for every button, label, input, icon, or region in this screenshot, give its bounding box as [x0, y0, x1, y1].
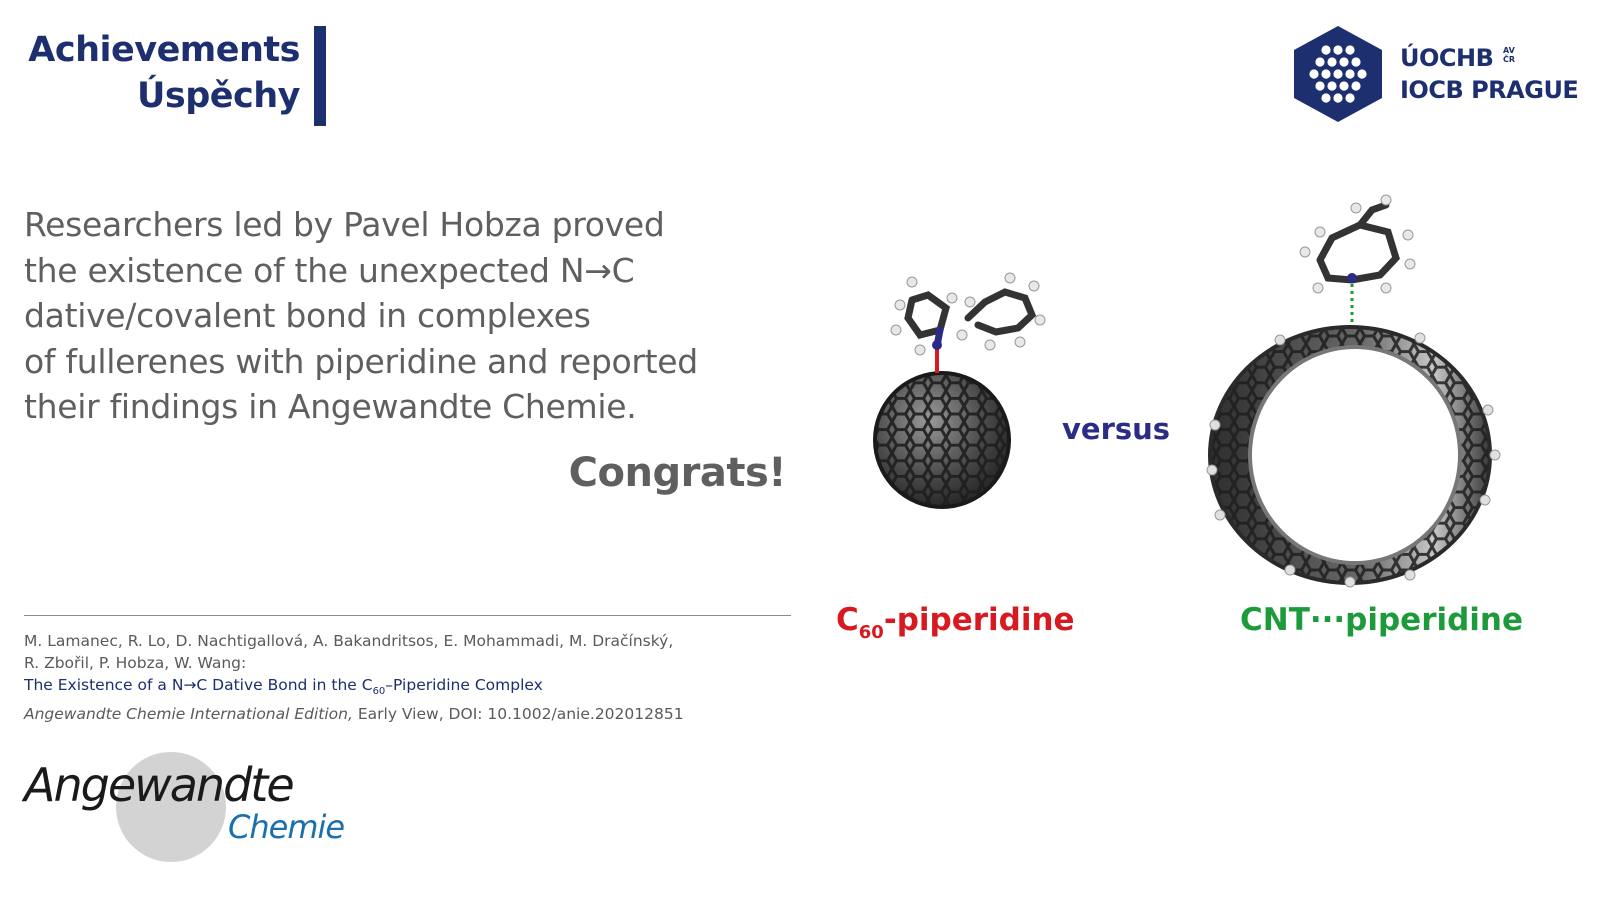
citation [24, 630, 794, 725]
c60-piperidine-label [836, 602, 1075, 643]
divider [24, 615, 791, 616]
logo-avcr-top: AV [1503, 46, 1515, 55]
logo-avcr-bottom: ČR [1503, 55, 1516, 64]
piperidine-molecule [1320, 205, 1396, 280]
c60-label-suffix: -piperidine [883, 602, 1075, 638]
logo-line-english: IOCB PRAGUE [1400, 76, 1579, 104]
authors-line: R. Zbořil, P. Hobza, W. Wang: [24, 654, 247, 672]
nitrogen-atom [932, 340, 942, 350]
versus-text: versus [1062, 412, 1171, 446]
journal-doi: Early View, DOI: 10.1002/anie.202012851 [352, 705, 684, 724]
nitrogen-atom [1347, 273, 1357, 283]
c60-label-subscript: 60 [858, 622, 884, 643]
header-title-english: Achievements [28, 30, 300, 70]
carbon-nanotube [1210, 327, 1490, 583]
header-accent-bar [314, 26, 326, 126]
logo-line-czech: ÚOCHB [1400, 44, 1494, 72]
header-title-czech: Úspěchy [136, 76, 300, 116]
paper-title-subscript: 60 [372, 686, 386, 698]
headline-line: Researchers led by Pavel Hobza proved [24, 205, 665, 244]
paper-title-part: –Piperidine Complex [385, 676, 543, 694]
authors-line: M. Lamanec, R. Lo, D. Nachtigallová, A. Bakandritsos, E. Mohammadi, M. Dračínský, [24, 632, 674, 650]
citation-authors [24, 630, 794, 674]
headline-line: dative/covalent bond in complexes [24, 296, 591, 335]
c60-fullerene [875, 373, 1009, 507]
journal-reference [24, 703, 794, 725]
journal-name: Angewandte Chemie International Edition, [24, 705, 353, 724]
chemie-word: Chemie [228, 808, 345, 846]
header-block [26, 26, 326, 126]
headline-line: their findings in Angewandte Chemie. [24, 387, 637, 426]
molecule-illustration [820, 180, 1580, 620]
headline-text [24, 202, 804, 430]
headline-line: the existence of the unexpected N→C [24, 250, 635, 290]
angewandte-word: Angewandte [24, 758, 293, 812]
paper-title-part: The Existence of a N→C Dative Bond in the C [24, 676, 373, 694]
angewandte-logo [24, 750, 364, 870]
iocb-hexagon-icon [1290, 24, 1386, 124]
paper-title-link[interactable] [24, 674, 794, 703]
headline-line: of fullerenes with piperidine and reported [24, 341, 698, 381]
logo-avcr [1503, 46, 1515, 64]
cnt-piperidine-label: CNT···piperidine [1240, 602, 1524, 638]
iocb-logo [1290, 24, 1590, 128]
congrats-text: Congrats! [568, 450, 786, 496]
c60-label-prefix: C [836, 602, 859, 638]
